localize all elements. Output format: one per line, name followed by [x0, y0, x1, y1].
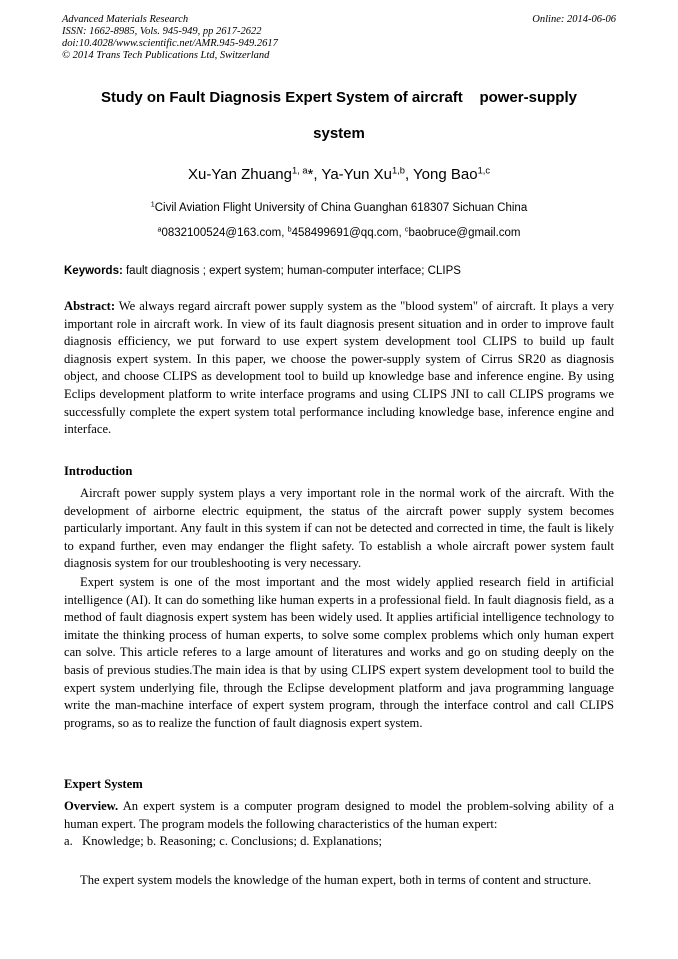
abstract-label: Abstract: — [64, 299, 116, 313]
issn: ISSN: 1662-8985, Vols. 945-949, pp 2617-2622 — [62, 26, 262, 37]
email-list — [62, 227, 616, 239]
journal-header — [62, 14, 616, 62]
affiliation-text: Civil Aviation Flight University of China Guanghan 618307 Sichuan China — [154, 202, 528, 214]
author-separator: , — [404, 166, 414, 183]
email-mark: a — [157, 225, 162, 234]
author-name: Yong Bao — [413, 166, 478, 183]
keywords — [64, 265, 618, 277]
paper-title-line-1: Study on Fault Diagnosis Expert System of aircraft power-supply — [101, 89, 577, 106]
email-mark: b — [287, 225, 292, 234]
introduction-heading: Introduction — [64, 464, 133, 478]
abstract — [64, 298, 614, 439]
author-affiliation-mark: 1,b — [392, 165, 405, 176]
paper-title-line-2: system — [313, 125, 365, 142]
keywords-text: fault diagnosis ; expert system; human-computer interface; CLIPS — [122, 265, 461, 277]
email-mark: c — [404, 225, 409, 234]
online-date: Online: 2014-06-06 — [532, 14, 616, 25]
overview-text: An expert system is a computer program designed to model the problem-solving ability of a human expert. The program models the following characteristics of the human expert: — [64, 799, 614, 831]
author-affiliation-mark: 1,c — [477, 165, 490, 176]
author-separator: *, — [307, 166, 322, 183]
overview-paragraph — [64, 798, 614, 833]
doi: doi:10.4028/www.scientific.net/AMR.945-949.2617 — [62, 38, 278, 49]
overview-label: Overview. — [64, 799, 119, 813]
author-affiliation-mark: 1, a — [292, 165, 308, 176]
affiliation — [62, 202, 616, 214]
expert-system-heading: Expert System — [64, 777, 143, 791]
journal-name: Advanced Materials Research — [62, 14, 189, 25]
email-address: 0832100524@163.com, — [161, 227, 288, 239]
affiliation-mark: 1 — [150, 200, 155, 209]
keywords-label: Keywords: — [64, 265, 123, 277]
author-list — [62, 166, 616, 183]
email-address: baobruce@gmail.com — [408, 227, 521, 239]
copyright: © 2014 Trans Tech Publications Ltd, Switzerland — [62, 50, 270, 61]
author-name: Xu-Yan Zhuang — [188, 166, 292, 183]
expert-system-models-paragraph: The expert system models the knowledge of the human expert, both in terms of content and structure. — [80, 873, 592, 887]
introduction-paragraph-2: Expert system is one of the most important and the most widely applied research field in artificial intelligence (AI). It can do something like human experts in a professional field. In fault diagnosis field, as a method of fault diagnosis expert system has been widely used. It applies artificial intelligence technology to imitate the thinking process of human experts, to solve some complex problems which only human expert can solve. This article referes to a large amount of literatures and works and go on studing deeply on the basis of previous studies.The main idea is that by using CLIPS expert system development tool to build the expert system underlying file, through the Eclipse development platform and java programming language write the man-machine interface of expert system program, through the interface control and call CLIPS programs, so as to realize the function of fault diagnosis expert system. — [64, 575, 614, 730]
characteristics-list: a. Knowledge; b. Reasoning; c. Conclusions; d. Explanations; — [64, 834, 382, 848]
email-address: 458499691@qq.com, — [291, 227, 405, 239]
introduction-paragraph-1: Aircraft power supply system plays a very important role in the normal work of the aircraft. With the development of airborne electric equipment, the status of the aircraft power supply system becomes particularly important. Any fault in this system if can not be detected and corrected in time, the fault is likely to expand further, even may endanger the flight safety. To establish a whole aircraft power system fault diagnosis system for our troubleshooting is very necessary. — [64, 486, 614, 571]
author-name: Ya-Yun Xu — [321, 166, 393, 183]
abstract-text: We always regard aircraft power supply system as the "blood system" of aircraft. It plays a very important role in aircraft work. In view of its fault diagnosis present situation and in order to improve fault diagnosis efficiency, we put forward to use expert system development tool CLIPS to build up fault diagnosis expert system. In this paper, we choose the power-supply system of Cirrus SR20 as diagnosis object, and choose CLIPS as development tool to build up knowledge base and inference engine. By using Eclips development platform to write interface programs and using CLIPS JNI to call CLIPS programs we successfully complete the expert system total performance including knowledge base, inference engine and interface. — [64, 299, 614, 437]
